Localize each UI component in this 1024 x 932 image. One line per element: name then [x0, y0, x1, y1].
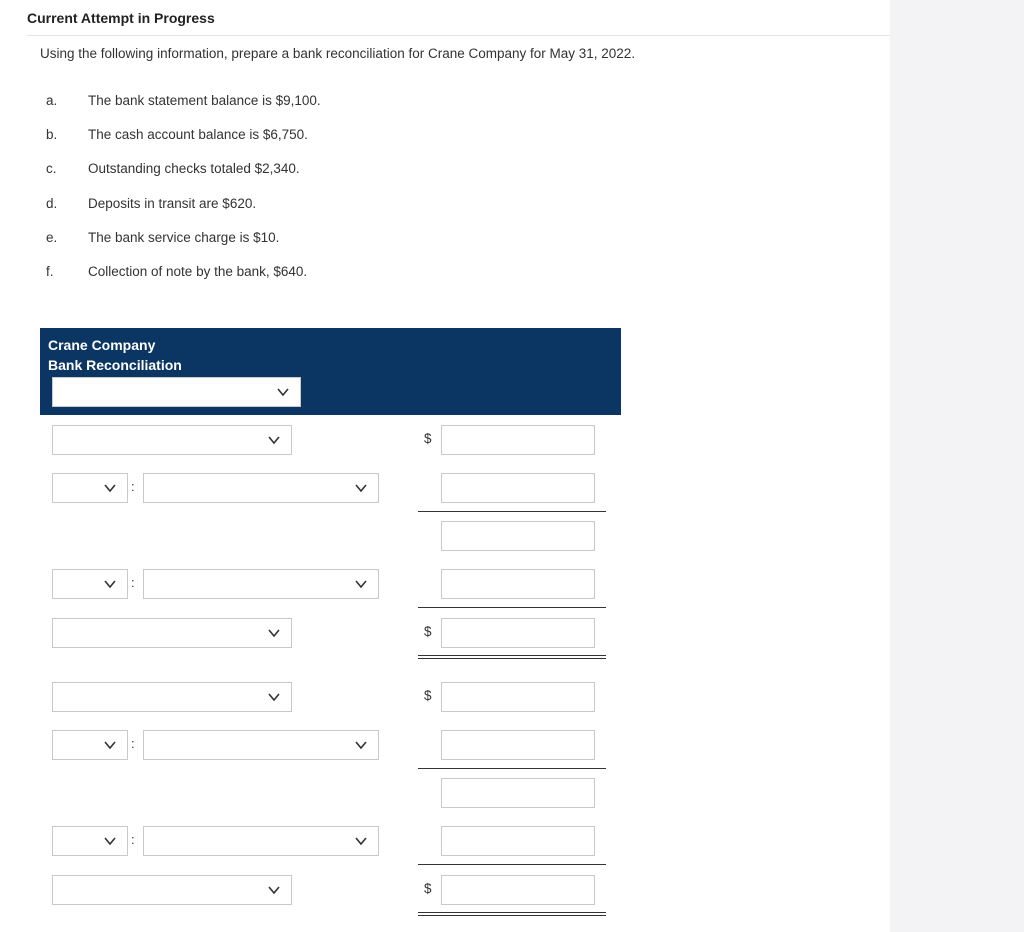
- list-item-letter: d.: [46, 196, 58, 211]
- amount-input[interactable]: [441, 569, 595, 599]
- chevron-down-icon: [267, 626, 281, 640]
- question-intro: Using the following information, prepare a bank reconciliation for Crane Company for May 31, 2022.: [40, 46, 636, 61]
- item-description-select[interactable]: [143, 473, 379, 503]
- amount-input[interactable]: [441, 875, 595, 905]
- chevron-down-icon: [354, 577, 368, 591]
- currency-symbol: $: [424, 624, 432, 639]
- colon-separator: :: [131, 832, 135, 847]
- currency-symbol: $: [424, 688, 432, 703]
- list-item-letter: e.: [46, 230, 58, 245]
- chevron-down-icon: [276, 385, 290, 399]
- item-description-select[interactable]: [143, 826, 379, 856]
- amount-input[interactable]: [441, 521, 595, 551]
- adjusted-balance-label-select[interactable]: [52, 875, 292, 905]
- colon-separator: :: [131, 479, 135, 494]
- chevron-down-icon: [354, 738, 368, 752]
- list-item-letter: b.: [46, 127, 58, 142]
- colon-separator: :: [131, 736, 135, 751]
- company-name: Crane Company: [48, 337, 156, 353]
- chevron-down-icon: [267, 690, 281, 704]
- amount-input[interactable]: [441, 826, 595, 856]
- list-item-text: The bank service charge is $10.: [88, 230, 280, 245]
- list-item-text: Deposits in transit are $620.: [88, 196, 257, 211]
- balance-label-select[interactable]: [52, 425, 292, 455]
- statement-title: Bank Reconciliation: [48, 357, 182, 373]
- chevron-down-icon: [103, 481, 117, 495]
- header-divider: [27, 35, 890, 36]
- chevron-down-icon: [354, 834, 368, 848]
- add-deduct-select[interactable]: [52, 473, 128, 503]
- chevron-down-icon: [103, 738, 117, 752]
- total-double-rule: [418, 912, 606, 916]
- item-description-select[interactable]: [143, 730, 379, 760]
- add-deduct-select[interactable]: [52, 826, 128, 856]
- list-item-text: The bank statement balance is $9,100.: [88, 93, 321, 108]
- chevron-down-icon: [354, 481, 368, 495]
- item-description-select[interactable]: [143, 569, 379, 599]
- chevron-down-icon: [103, 577, 117, 591]
- adjusted-balance-label-select[interactable]: [52, 618, 292, 648]
- list-item-letter: a.: [46, 93, 58, 108]
- reconciliation-header: [40, 328, 621, 415]
- date-select[interactable]: [52, 377, 301, 407]
- currency-symbol: $: [424, 431, 432, 446]
- attempt-status-title: Current Attempt in Progress: [27, 10, 215, 26]
- subtotal-rule: [418, 768, 606, 769]
- list-item-letter: c.: [46, 161, 57, 176]
- list-item-text: The cash account balance is $6,750.: [88, 127, 308, 142]
- subtotal-rule: [418, 864, 606, 865]
- amount-input[interactable]: [441, 618, 595, 648]
- colon-separator: :: [131, 575, 135, 590]
- balance-label-select[interactable]: [52, 682, 292, 712]
- list-item-text: Outstanding checks totaled $2,340.: [88, 161, 300, 176]
- chevron-down-icon: [267, 433, 281, 447]
- list-item-text: Collection of note by the bank, $640.: [88, 264, 308, 279]
- subtotal-rule: [418, 607, 606, 608]
- add-deduct-select[interactable]: [52, 730, 128, 760]
- amount-input[interactable]: [441, 682, 595, 712]
- amount-input[interactable]: [441, 730, 595, 760]
- total-double-rule: [418, 655, 606, 659]
- subtotal-rule: [418, 511, 606, 512]
- amount-input[interactable]: [441, 425, 595, 455]
- currency-symbol: $: [424, 881, 432, 896]
- chevron-down-icon: [103, 834, 117, 848]
- amount-input[interactable]: [441, 473, 595, 503]
- amount-input[interactable]: [441, 778, 595, 808]
- list-item-letter: f.: [46, 264, 54, 279]
- chevron-down-icon: [267, 883, 281, 897]
- add-deduct-select[interactable]: [52, 569, 128, 599]
